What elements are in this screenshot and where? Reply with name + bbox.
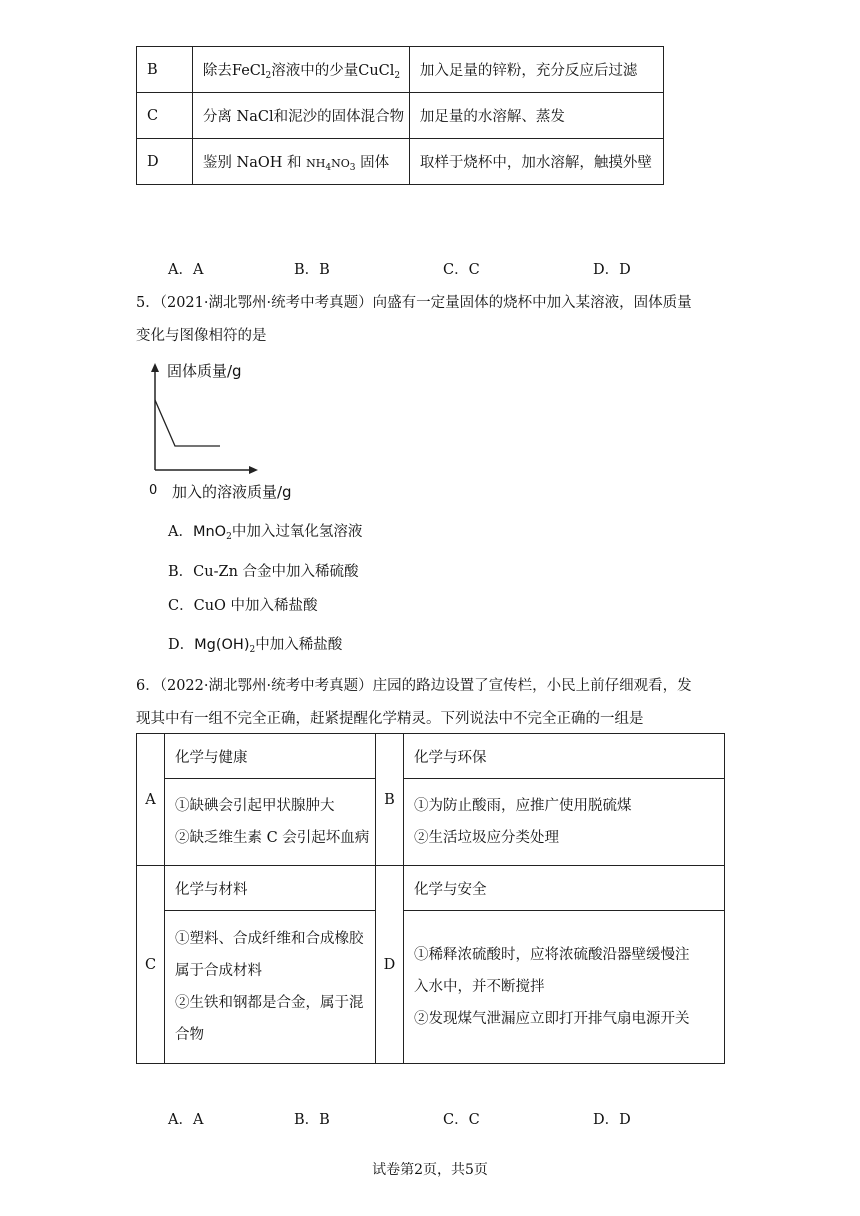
y-axis-arrow <box>151 363 159 372</box>
content-b <box>404 779 725 866</box>
q5-stem <box>136 287 736 353</box>
choice-text: 中加入过氧化氢溶液 <box>231 524 363 540</box>
formula: NO <box>331 156 350 170</box>
page-footer: 试卷第2页，共5页 <box>372 1162 488 1178</box>
q5-choice-a[interactable] <box>168 520 362 542</box>
purpose-cell <box>192 139 409 185</box>
q5-choice-c[interactable]: C．CuO 中加入稀盐酸 <box>168 598 318 614</box>
content-c <box>165 911 376 1064</box>
row-label: B <box>137 47 193 93</box>
content-d <box>404 911 725 1064</box>
subscript: 2 <box>265 70 272 81</box>
formula: FeCl <box>231 62 266 79</box>
option-d[interactable]: D．D <box>593 262 631 278</box>
q5-choice-d[interactable] <box>168 633 342 655</box>
purpose-cell: 分离 NaCl和泥沙的固体混合物 <box>192 93 409 139</box>
subscript: 2 <box>394 70 401 81</box>
method-cell: 加入足量的锌粉，充分反应后过滤 <box>409 47 663 93</box>
q4-options-table <box>136 46 664 185</box>
x-axis-arrow <box>249 466 258 474</box>
heading-a: 化学与健康 <box>165 734 376 779</box>
content-line: ②发现煤气泄漏应立即打开排气扇电源开关 <box>414 1011 690 1027</box>
formula: NH <box>306 156 326 170</box>
heading-c: 化学与材料 <box>165 866 376 911</box>
heading-d: 化学与安全 <box>404 866 725 911</box>
option-d[interactable]: D．D <box>593 1112 631 1128</box>
formula: Mg(OH) <box>194 637 250 653</box>
option-a[interactable]: A．A <box>168 262 204 278</box>
label-b: B <box>376 734 404 866</box>
subscript: 2 <box>249 645 256 655</box>
row-label: C <box>137 93 193 139</box>
subscript: 4 <box>325 162 332 173</box>
choice-text: 中加入稀盐酸 <box>255 637 343 653</box>
stem-line: 6．（2022·湖北鄂州·统考中考真题）庄园的路边设置了宣传栏，小民上前仔细观看，发 <box>136 678 692 694</box>
method-cell: 取样于烧杯中，加水溶解，触摸外壁 <box>409 139 663 185</box>
purpose-text: 固体 <box>355 154 390 171</box>
formula: MnO <box>192 524 227 540</box>
q5-choice-b[interactable]: B．Cu-Zn 合金中加入稀硫酸 <box>168 564 359 580</box>
option-b[interactable]: B．B <box>294 262 330 278</box>
option-b[interactable]: B．B <box>294 1112 330 1128</box>
content-line: ①稀释浓硫酸时，应将浓硫酸沿器壁缓慢注 <box>414 947 690 963</box>
content-line: ①为防止酸雨，应推广使用脱硫煤 <box>414 798 632 814</box>
x-axis-label: 加入的溶液质量/g <box>172 483 292 501</box>
content-a <box>165 779 376 866</box>
formula: CuCl <box>358 62 395 79</box>
table-row <box>137 47 664 93</box>
origin-label: 0 <box>149 483 158 498</box>
q6-stem <box>136 670 736 736</box>
content-line: ②生铁和钢都是合金，属于混 <box>175 995 364 1011</box>
content-line: 属于合成材料 <box>175 963 262 979</box>
y-axis-label: 固体质量/g <box>167 362 242 380</box>
method-cell: 加足量的水溶解、蒸发 <box>409 93 663 139</box>
purpose-text: 鉴别 NaOH 和 <box>202 154 307 171</box>
mass-curve <box>155 400 220 446</box>
q6-options-table <box>136 733 725 1064</box>
option-c[interactable]: C．C <box>443 262 480 278</box>
content-line: ①缺碘会引起甲状腺肿大 <box>175 798 335 814</box>
content-line: 入水中，并不断搅拌 <box>414 979 545 995</box>
stem-line: 现其中有一组不完全正确，赶紧提醒化学精灵。下列说法中不完全正确的一组是 <box>136 711 644 727</box>
heading-b: 化学与环保 <box>404 734 725 779</box>
table-row <box>137 93 664 139</box>
subscript: 2 <box>226 532 232 542</box>
choice-prefix: D． <box>168 637 195 653</box>
q4-answer-options <box>168 258 688 278</box>
row-label: D <box>137 139 193 185</box>
q5-graph <box>140 357 320 507</box>
purpose-text: 溶液中的少量 <box>271 62 359 79</box>
content-line: ②缺乏维生素 C 会引起坏血病 <box>175 830 370 846</box>
label-a: A <box>137 734 165 866</box>
option-c[interactable]: C．C <box>443 1112 480 1128</box>
table-row <box>137 139 664 185</box>
choice-prefix: A． <box>168 524 193 540</box>
stem-line: 变化与图像相符的是 <box>136 328 267 344</box>
label-d: D <box>376 866 404 1064</box>
content-line: ②生活垃圾应分类处理 <box>414 830 559 846</box>
label-c: C <box>137 866 165 1064</box>
content-line: ①塑料、合成纤维和合成橡胶 <box>175 931 364 947</box>
q6-answer-options <box>168 1108 688 1128</box>
subscript: 3 <box>349 162 356 173</box>
purpose-cell <box>192 47 409 93</box>
purpose-text: 除去 <box>202 62 232 79</box>
stem-line: 5．（2021·湖北鄂州·统考中考真题）向盛有一定量固体的烧杯中加入某溶液，固体质量 <box>136 295 692 311</box>
content-line: 合物 <box>175 1027 204 1043</box>
option-a[interactable]: A．A <box>168 1112 204 1128</box>
